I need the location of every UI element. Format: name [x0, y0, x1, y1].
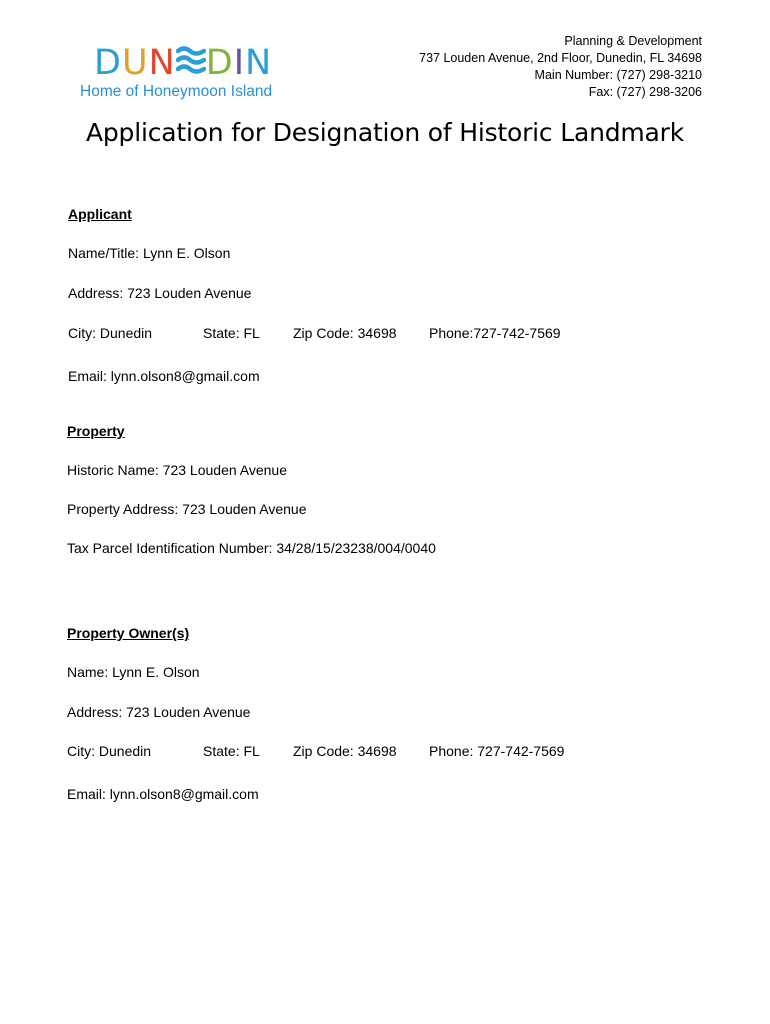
- department-address: 737 Louden Avenue, 2nd Floor, Dunedin, FL 34698: [419, 51, 702, 65]
- applicant-city: City: Dunedin: [68, 325, 153, 341]
- applicant-heading: Applicant: [68, 206, 132, 222]
- logo-wordmark: [94, 42, 272, 84]
- tax-parcel-id: Tax Parcel Identification Number: 34/28/15/23238/004/0040: [67, 540, 436, 556]
- owner-city: City: Dunedin: [67, 743, 152, 759]
- department-name: Planning & Development: [564, 34, 702, 48]
- owner-phone: Phone: 727-742-7569: [429, 743, 565, 759]
- dunedin-logo: [80, 42, 285, 104]
- applicant-name-title: Name/Title: Lynn E. Olson: [68, 245, 231, 261]
- owner-email: Email: lynn.olson8@gmail.com: [67, 786, 259, 802]
- main-phone-number: Main Number: (727) 298-3210: [534, 68, 702, 82]
- logo-letter-i: I: [233, 43, 246, 83]
- owner-heading: Property Owner(s): [67, 625, 190, 641]
- logo-letter-n: N: [148, 43, 176, 83]
- property-address: Property Address: 723 Louden Avenue: [67, 501, 307, 517]
- logo-letter-n2: N: [245, 43, 273, 83]
- fax-number: Fax: (727) 298-3206: [588, 85, 702, 99]
- applicant-zip: Zip Code: 34698: [293, 325, 397, 341]
- applicant-address: Address: 723 Louden Avenue: [68, 285, 252, 301]
- owner-name: Name: Lynn E. Olson: [67, 664, 200, 680]
- page-title: Application for Designation of Historic Landmark: [85, 118, 685, 147]
- applicant-phone: Phone:727-742-7569: [429, 325, 561, 341]
- owner-state: State: FL: [203, 743, 260, 759]
- waves-icon: [176, 43, 206, 77]
- department-contact-block: [419, 33, 702, 101]
- logo-tagline: Home of Honeymoon Island: [80, 83, 273, 100]
- property-historic-name: Historic Name: 723 Louden Avenue: [67, 462, 287, 478]
- owner-zip: Zip Code: 34698: [293, 743, 397, 759]
- logo-letter-d2: D: [205, 43, 234, 83]
- logo-letter-d: D: [94, 43, 122, 83]
- owner-address: Address: 723 Louden Avenue: [67, 704, 251, 720]
- property-heading: Property: [67, 423, 125, 439]
- applicant-email: Email: lynn.olson8@gmail.com: [68, 368, 260, 384]
- logo-letter-u: U: [121, 43, 149, 83]
- applicant-state: State: FL: [203, 325, 260, 341]
